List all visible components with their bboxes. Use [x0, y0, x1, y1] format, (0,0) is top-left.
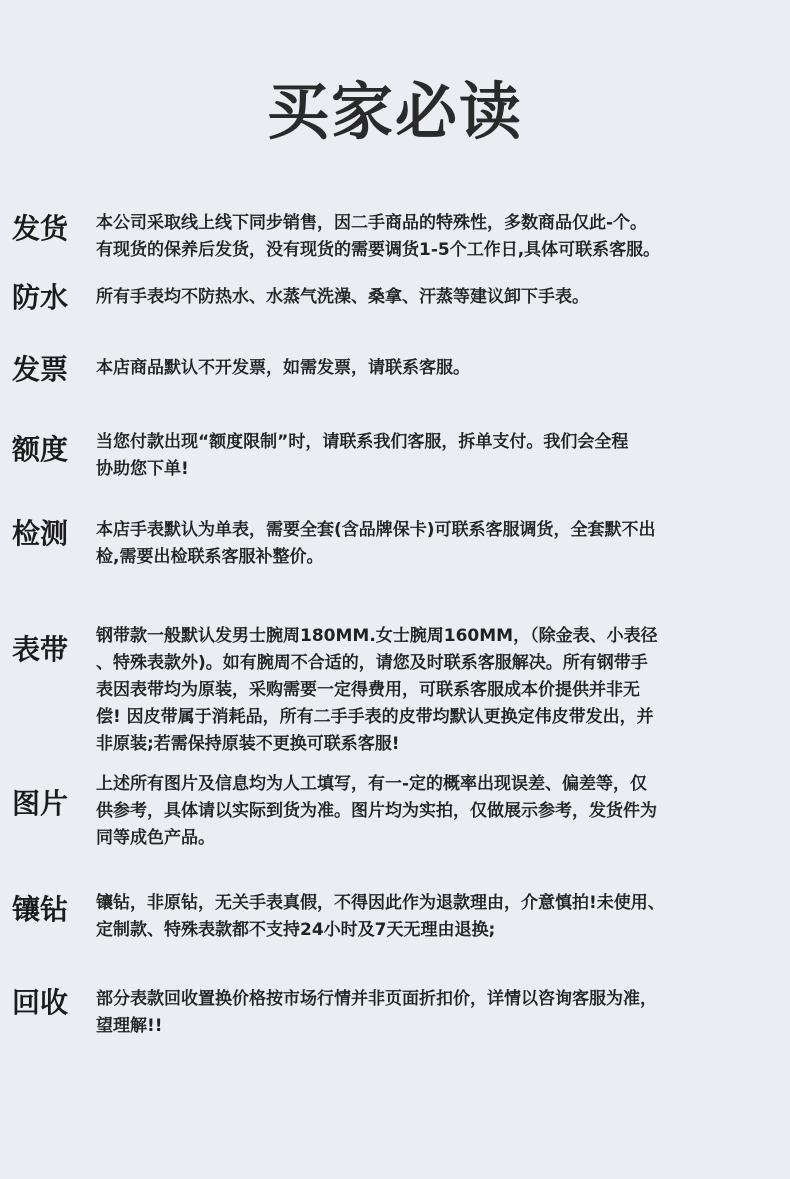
- section-line: 本店手表默认为单表，需要全套(含品牌保卡)可联系客服调货，全套默不出: [96, 520, 656, 540]
- section-line: 本店商品默认不开发票，如需发票，请联系客服。: [96, 358, 470, 378]
- section-line: 镶钻，非原钻，无关手表真假，不得因此作为退款理由，介意慎拍!未使用、: [96, 893, 665, 913]
- section-line: 上述所有图片及信息均为人工填写，有一-定的概率出现误差、偏差等，仅: [96, 774, 648, 794]
- section-line: 检,需要出检联系客服补整价。: [96, 547, 324, 567]
- section-line: 钢带款一般默认发男士腕周180MM.女士腕周160MM，（除金表、小表径: [96, 626, 658, 646]
- section-line: 望理解!!: [96, 1016, 163, 1036]
- section-label-quota: 额度: [12, 433, 69, 466]
- section-line: 有现货的保养后发货，没有现货的需要调货1-5个工作日,具体可联系客服。: [96, 240, 661, 260]
- section-line: 当您付款出现“额度限制”时，请联系我们客服，拆单支付。我们会全程: [96, 432, 629, 452]
- section-text-inspection: [96, 517, 728, 571]
- section-label-strap: 表带: [12, 633, 69, 666]
- section-line: 、特殊表款外)。如有腕周不合适的，请您及时联系客服解决。所有钢带手: [96, 653, 648, 673]
- section-text-quota: [96, 429, 728, 483]
- section-line: 偿! 因皮带属于消耗品，所有二手手表的皮带均默认更换定伟皮带发出，并: [96, 707, 654, 727]
- section-line: 定制款、特殊表款都不支持24小时及7天无理由退换;: [96, 920, 496, 940]
- section-label-shipping: 发货: [12, 212, 69, 245]
- section-line: 表因表带均为原装，采购需要一定得费用，可联系客服成本价提供并非无: [96, 680, 640, 700]
- section-label-recycle: 回收: [12, 986, 69, 1019]
- page-title: 买家必读: [266, 75, 523, 148]
- section-line: 非原装;若需保持原装不更换可联系客服!: [96, 734, 400, 754]
- section-line: 供参考，具体请以实际到货为准。图片均为实拍，仅做展示参考，发货件为: [96, 801, 657, 821]
- section-label-waterproof: 防水: [12, 281, 69, 314]
- section-line: 协助您下单!: [96, 459, 189, 479]
- section-label-invoice: 发票: [12, 353, 69, 386]
- section-label-inspection: 检测: [12, 517, 69, 550]
- section-text-diamond: [96, 890, 728, 944]
- section-line: 部分表款回收置换价格按市场行情并非页面折扣价，详情以咨询客服为准，: [96, 989, 657, 1009]
- section-line: 本公司采取线上线下同步销售，因二手商品的特殊性，多数商品仅此-个。: [96, 213, 648, 233]
- section-label-diamond: 镶钻: [12, 893, 69, 926]
- section-text-invoice: [96, 355, 728, 382]
- section-line: 所有手表均不防热水、水蒸气洗澡、桑拿、汗蒸等建议卸下手表。: [96, 287, 589, 307]
- section-line: 同等成色产品。: [96, 828, 215, 848]
- section-text-waterproof: [96, 284, 728, 311]
- section-text-shipping: [96, 210, 728, 264]
- section-text-recycle: [96, 986, 728, 1040]
- section-text-images: [96, 771, 728, 852]
- section-text-strap: [96, 623, 728, 758]
- section-label-images: 图片: [12, 787, 69, 820]
